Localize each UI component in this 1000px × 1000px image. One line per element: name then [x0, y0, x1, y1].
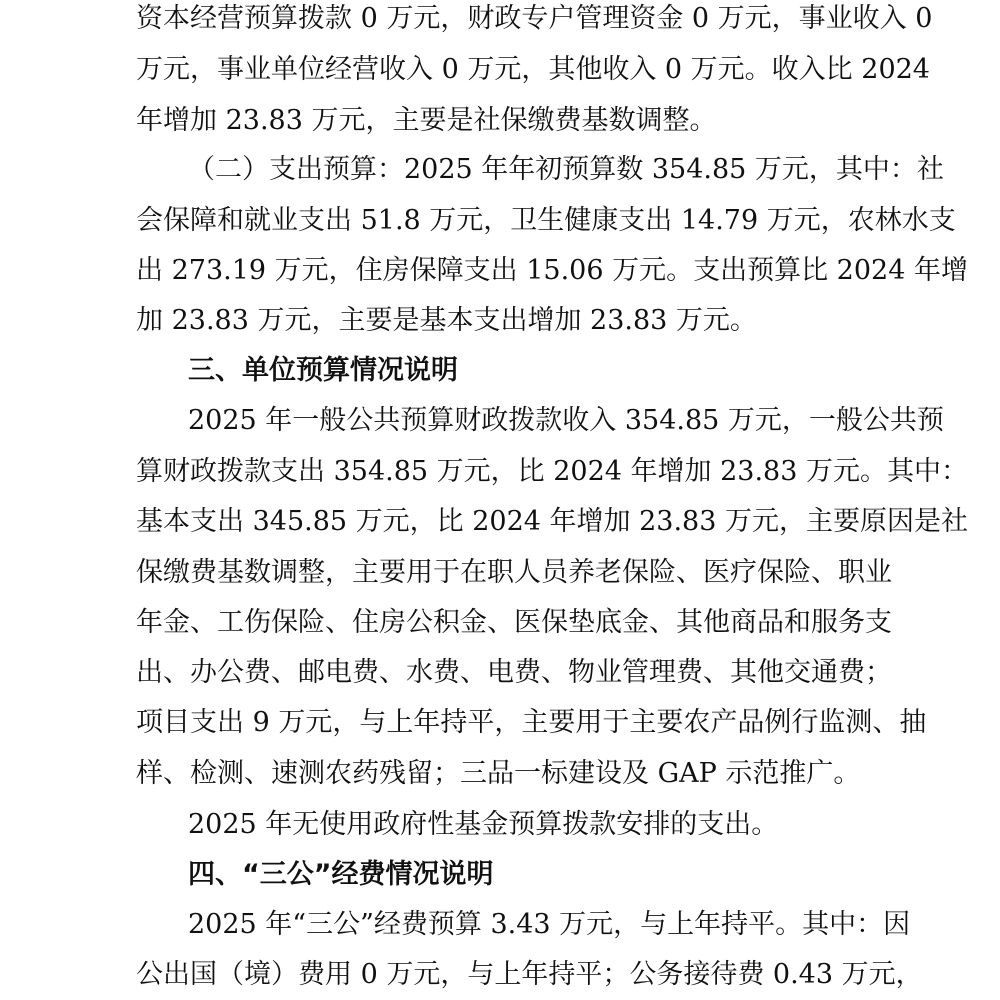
paragraph-line: 万元，事业单位经营收入 0 万元，其他收入 0 万元。收入比 2024 — [136, 54, 930, 85]
paragraph-line: 样、检测、速测农药残留；三品一标建设及 GAP 示范推广。 — [136, 758, 861, 789]
section-heading: 四、“三公”经费情况说明 — [188, 859, 494, 890]
paragraph-line: 2025 年一般公共预算财政拨款收入 354.85 万元，一般公共预 — [188, 405, 944, 436]
paragraph-line: 2025 年“三公”经费预算 3.43 万元，与上年持平。其中：因 — [188, 909, 911, 940]
paragraph-line: 加 23.83 万元，主要是基本支出增加 23.83 万元。 — [136, 305, 757, 336]
paragraph-line: 资本经营预算拨款 0 万元，财政专户管理资金 0 万元，事业收入 0 — [136, 3, 933, 34]
paragraph-line: 基本支出 345.85 万元，比 2024 年增加 23.83 万元，主要原因是社 — [136, 506, 968, 537]
paragraph-line: 项目支出 9 万元，与上年持平，主要用于主要农产品例行监测、抽 — [136, 707, 927, 738]
paragraph-line: 算财政拨款支出 354.85 万元，比 2024 年增加 23.83 万元。其中： — [136, 456, 968, 487]
paragraph-line: （二）支出预算：2025 年年初预算数 354.85 万元，其中：社 — [188, 154, 944, 185]
section-heading: 三、单位预算情况说明 — [188, 355, 458, 386]
paragraph-line: 保缴费基数调整，主要用于在职人员养老保险、医疗保险、职业 — [136, 557, 892, 588]
paragraph-line: 2025 年无使用政府性基金预算拨款安排的支出。 — [188, 809, 779, 840]
paragraph-line: 会保障和就业支出 51.8 万元，卫生健康支出 14.79 万元，农林水支 — [136, 205, 956, 236]
paragraph-line: 公出国（境）费用 0 万元，与上年持平；公务接待费 0.43 万元， — [136, 959, 923, 990]
paragraph-line: 出 273.19 万元，住房保障支出 15.06 万元。支出预算比 2024 年增 — [136, 255, 968, 286]
paragraph-line: 出、办公费、邮电费、水费、电费、物业管理费、其他交通费； — [136, 657, 892, 688]
paragraph-line: 年金、工伤保险、住房公积金、医保垫底金、其他商品和服务支 — [136, 607, 892, 638]
paragraph-line: 年增加 23.83 万元，主要是社保缴费基数调整。 — [136, 105, 717, 136]
